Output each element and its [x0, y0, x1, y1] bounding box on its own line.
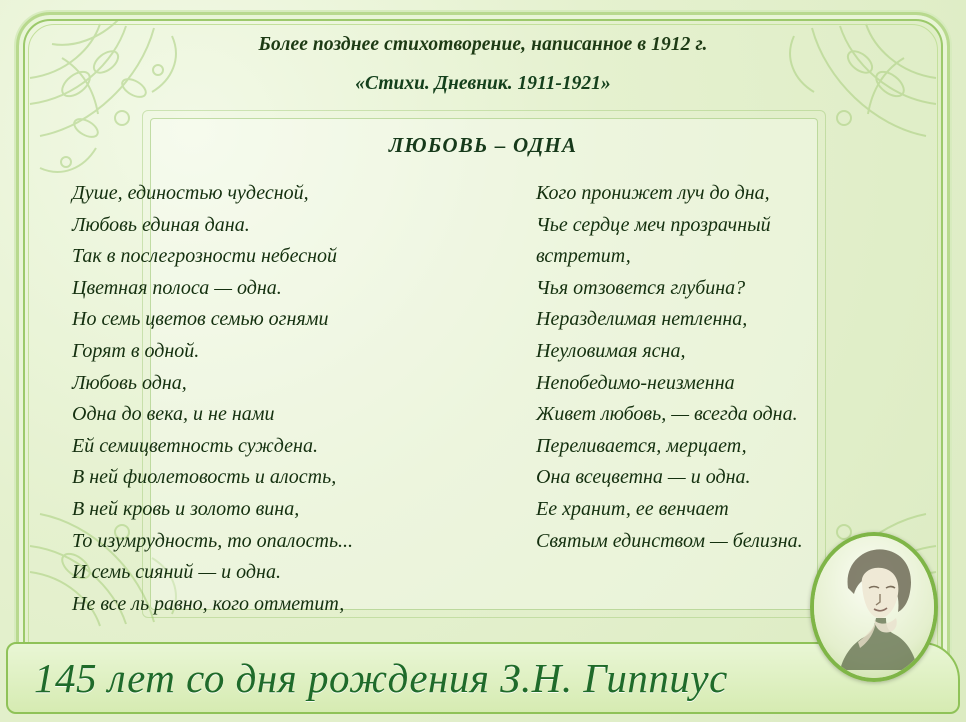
poem-body — [72, 178, 902, 620]
poem-line: Чье сердце меч прозрачный — [536, 213, 771, 236]
collection-title: «Стихи. Дневник. 1911-1921» — [355, 73, 611, 94]
poem-line: Но семь цветов семью огнями — [72, 308, 329, 331]
poem-line: Неуловимая ясна, — [536, 339, 686, 362]
poem-line: Горят в одной. — [72, 339, 200, 362]
poem-line: То изумрудность, то опалость... — [72, 529, 354, 552]
portrait-avatar — [810, 532, 938, 682]
poem-line: Любовь единая дана. — [72, 213, 250, 236]
poem-line: В ней фиолетовость и алость, — [72, 466, 337, 489]
banner-text: 145 лет со дня рождения З.Н. Гиппиус — [34, 655, 728, 701]
poem-line: Ее хранит, ее венчает — [536, 497, 729, 520]
poem-line: Душе, единостью чудесной, — [72, 182, 309, 204]
poem-line: Любовь одна, — [72, 371, 187, 394]
anniversary-banner — [6, 642, 960, 714]
poem-line: В ней кровь и золото вина, — [72, 497, 300, 520]
poem-line: Неразделимая нетленна, — [536, 308, 748, 331]
poem-line: Не все ль равно, кого отметит, — [72, 592, 345, 615]
subtitle-line: Более позднее стихотворение, написанное в 1912 г. — [258, 34, 708, 55]
poem-line: встретит, — [536, 245, 631, 268]
poem-line: Одна до века, и не нами — [72, 403, 275, 426]
poem-line: Кого пронижет луч до дна, — [536, 182, 770, 204]
poem-title: ЛЮБОВЬ – ОДНА — [388, 133, 578, 157]
poem-line: Переливается, мерцает, — [536, 434, 747, 457]
poem-column-left — [72, 178, 472, 620]
poem-line: Цветная полоса — одна. — [72, 276, 282, 299]
poem-line: Святым единством — белизна. — [536, 529, 803, 552]
poem-line: Непобедимо-неизменна — [536, 371, 735, 394]
poem-line: Так в послегрозности небесной — [72, 245, 337, 268]
poem-line: Ей семицветность суждена. — [72, 434, 318, 457]
poem-line: Она всецветна — и одна. — [536, 466, 751, 489]
poem-line: Чья отзовется глубина? — [536, 276, 746, 299]
poem-line: Живет любовь, — всегда одна. — [536, 403, 798, 426]
poem-line: И семь сияний — и одна. — [72, 561, 281, 584]
heading-block — [0, 34, 966, 95]
